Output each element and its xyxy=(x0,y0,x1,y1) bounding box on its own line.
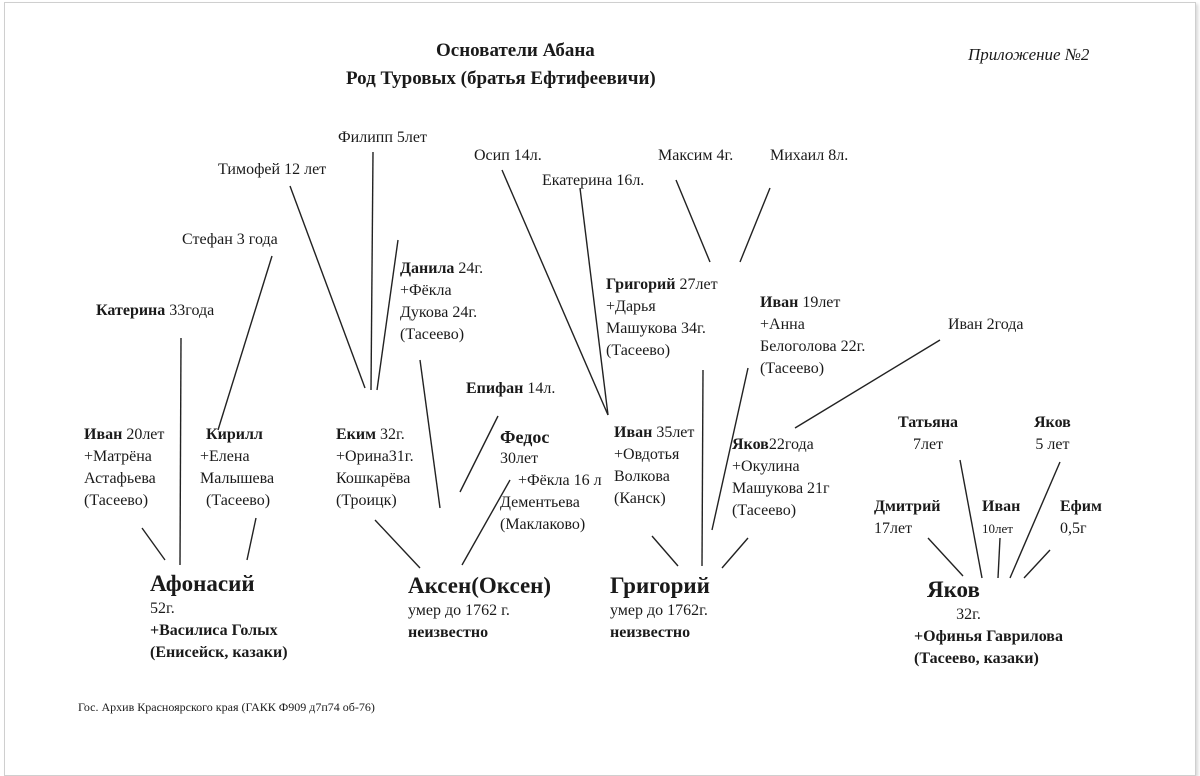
person-ivan19-spouse-surname: Белоголова 22г. xyxy=(760,338,866,355)
person-fedos-origin: (Маклаково) xyxy=(500,516,586,533)
person-danila-origin: (Тасеево) xyxy=(400,326,465,343)
person-katerina-name: Катерина xyxy=(96,302,166,319)
founder-afonasiy-spouse: +Василиса Голых xyxy=(150,622,278,639)
person-ekim-spouse: +Орина31г. xyxy=(336,448,414,465)
person-maksim: Максим 4г. xyxy=(658,147,734,164)
person-yakov22-name: Яков xyxy=(732,436,769,453)
link-ivan10-yakov xyxy=(998,538,1000,578)
person-ekim-name: Еким xyxy=(336,426,377,443)
link-katerina-afonasiy xyxy=(180,338,181,565)
person-efim-name: Ефим xyxy=(1060,498,1102,515)
link-ivan35-grigoriy xyxy=(652,536,678,566)
person-epifan-name: Епифан xyxy=(466,380,524,397)
person-ivan35-origin: (Канск) xyxy=(614,490,666,507)
archive-source-note: Гос. Архив Красноярского края (ГАКК Ф909 д7п74 об-76) xyxy=(78,700,375,714)
founder-yakov-age: 32г. xyxy=(956,606,981,623)
founder-afonasiy xyxy=(150,570,288,664)
person-grigoriy-son xyxy=(606,274,718,362)
person-ekim-origin: (Троицк) xyxy=(336,492,397,509)
person-ekim-age: 32г. xyxy=(380,426,405,443)
person-grigoriy-son-age: 27лет xyxy=(679,276,718,293)
person-dmitriy-name: Дмитрий xyxy=(874,498,941,515)
link-danila-ekim xyxy=(377,240,398,390)
person-ekaterina: Екатерина 16л. xyxy=(542,172,645,189)
person-dmitriy xyxy=(874,496,941,540)
person-ivan19-age: 19лет xyxy=(802,294,841,311)
person-epifan xyxy=(466,378,555,400)
person-ivan19 xyxy=(760,292,865,380)
link-timofey-ekim xyxy=(290,186,365,388)
person-yakov5-name: Яков xyxy=(1034,414,1071,431)
person-fedos-age: 30лет xyxy=(500,450,539,467)
person-efim-age: 0,5г xyxy=(1060,520,1087,537)
person-ivan35-spouse: +Овдотья xyxy=(614,446,680,463)
person-danila-spouse-surname: Дукова 24г. xyxy=(400,304,478,321)
person-ivan20 xyxy=(84,424,164,512)
link-mikhail-grigoriy-son xyxy=(740,188,770,262)
founder-yakov-spouse: +Офинья Гаврилова xyxy=(914,628,1063,645)
founder-grigoriy xyxy=(610,572,710,644)
person-tatyana xyxy=(898,412,958,456)
appendix-label: Приложение №2 xyxy=(968,45,1090,64)
person-ekim xyxy=(336,424,414,512)
founder-aksen-name: Аксен(Оксен) xyxy=(408,573,552,598)
person-ivan35-spouse-surname: Волкова xyxy=(614,468,670,485)
person-efim xyxy=(1060,496,1102,540)
person-fedos-spouse: +Фёкла 16 л xyxy=(518,472,602,489)
person-danila-age: 24г. xyxy=(458,260,484,277)
person-epifan-age: 14л. xyxy=(527,380,556,397)
person-timofey: Тимофей 12 лет xyxy=(218,161,327,178)
person-ivan19-spouse: +Анна xyxy=(760,316,805,333)
founder-aksen xyxy=(408,572,551,644)
person-ivan35-age: 35лет xyxy=(656,424,695,441)
link-maksim-grigoriy-son xyxy=(676,180,710,262)
person-danila xyxy=(400,258,483,346)
person-danila-spouse: +Фёкла xyxy=(400,282,452,299)
person-grigoriy-son-spouse: +Дарья xyxy=(606,298,656,315)
founder-grigoriy-note: умер до 1762г. xyxy=(610,602,708,619)
founder-yakov-origin: (Тасеево, казаки) xyxy=(914,650,1039,667)
person-dmitriy-age: 17лет xyxy=(874,520,913,537)
link-ekim-aksen xyxy=(375,520,420,568)
person-yakov22-origin: (Тасеево) xyxy=(732,502,797,519)
person-ivan10 xyxy=(982,496,1020,540)
person-mikhail: Михаил 8л. xyxy=(770,147,849,164)
person-yakov22-spouse: +Окулина xyxy=(732,458,800,475)
link-efim-yakov xyxy=(1024,550,1050,578)
link-danila-aksen xyxy=(420,360,440,508)
person-ivan20-spouse: +Матрёна xyxy=(84,448,152,465)
person-kirill-origin: (Тасеево) xyxy=(206,492,271,509)
person-tatyana-name: Татьяна xyxy=(898,414,959,431)
person-ivan19-origin: (Тасеево) xyxy=(760,360,825,377)
person-danila-name: Данила xyxy=(400,260,455,277)
person-katerina-age: 33года xyxy=(169,302,215,319)
person-yakov5-age: 5 лет xyxy=(1035,436,1070,453)
person-tatyana-age: 7лет xyxy=(912,436,944,453)
link-tatyana-yakov xyxy=(960,460,982,578)
person-kirill-name: Кирилл xyxy=(206,426,263,443)
person-osip: Осип 14л. xyxy=(474,147,542,164)
person-ivan20-origin: (Тасеево) xyxy=(84,492,149,509)
person-yakov22-spouse-surname: Машукова 21г xyxy=(732,480,830,497)
founder-afonasiy-age: 52г. xyxy=(150,600,175,617)
link-epifan-aksen xyxy=(460,416,498,492)
person-grigoriy-son-origin: (Тасеево) xyxy=(606,342,671,359)
person-fedos-name: Федос xyxy=(500,427,550,447)
person-katerina xyxy=(96,300,214,322)
person-yakov5 xyxy=(1034,412,1071,456)
link-filipp-ekim xyxy=(371,152,373,390)
person-ivan10-age: 10лет xyxy=(982,521,1013,536)
founder-grigoriy-status: неизвестно xyxy=(610,624,691,641)
title-line-2: Род Туровых (братья Ефтифеевичи) xyxy=(346,68,656,89)
link-ivan20-afonasiy xyxy=(142,528,165,560)
link-dmitriy-yakov xyxy=(928,538,963,576)
link-kirill-afonasiy xyxy=(247,518,256,560)
founder-afonasiy-origin: (Енисейск, казаки) xyxy=(150,644,288,661)
person-stefan: Стефан 3 года xyxy=(182,231,278,248)
founder-grigoriy-name: Григорий xyxy=(610,573,710,598)
title-line-1: Основатели Абана xyxy=(436,40,595,61)
person-kirill-spouse-surname: Малышева xyxy=(200,470,275,487)
person-ivan19-name: Иван xyxy=(760,294,799,311)
person-yakov22-age: 22года xyxy=(768,436,814,453)
founder-aksen-status: неизвестно xyxy=(408,624,489,641)
person-kirill-spouse: +Елена xyxy=(200,448,250,465)
founder-afonasiy-name: Афонасий xyxy=(150,571,255,596)
person-grigoriy-son-spouse-surname: Машукова 34г. xyxy=(606,320,706,337)
person-grigoriy-son-name: Григорий xyxy=(606,276,676,293)
person-ivan20-name: Иван xyxy=(84,426,123,443)
person-ivan35 xyxy=(614,422,694,510)
person-kirill xyxy=(200,424,274,512)
founder-yakov-name: Яков xyxy=(927,577,980,602)
person-ekim-spouse-surname: Кошкарёва xyxy=(336,470,411,487)
person-ivan20-spouse-surname: Астафьева xyxy=(84,470,156,487)
person-ivan2: Иван 2года xyxy=(948,316,1024,333)
person-yakov22 xyxy=(732,434,830,522)
link-stefan-kirill xyxy=(218,256,272,430)
person-ivan35-name: Иван xyxy=(614,424,653,441)
person-fedos xyxy=(500,426,602,536)
link-yakov22-grigoriy xyxy=(722,538,748,568)
person-filipp: Филипп 5лет xyxy=(338,129,427,146)
founder-yakov xyxy=(914,576,1063,670)
person-fedos-spouse-surname: Дементьева xyxy=(500,494,580,511)
person-ivan10-name: Иван xyxy=(982,498,1021,515)
link-grigoriy-son-grigoriy xyxy=(702,370,703,566)
person-ivan20-age: 20лет xyxy=(126,426,165,443)
founder-aksen-note: умер до 1762 г. xyxy=(408,602,510,619)
